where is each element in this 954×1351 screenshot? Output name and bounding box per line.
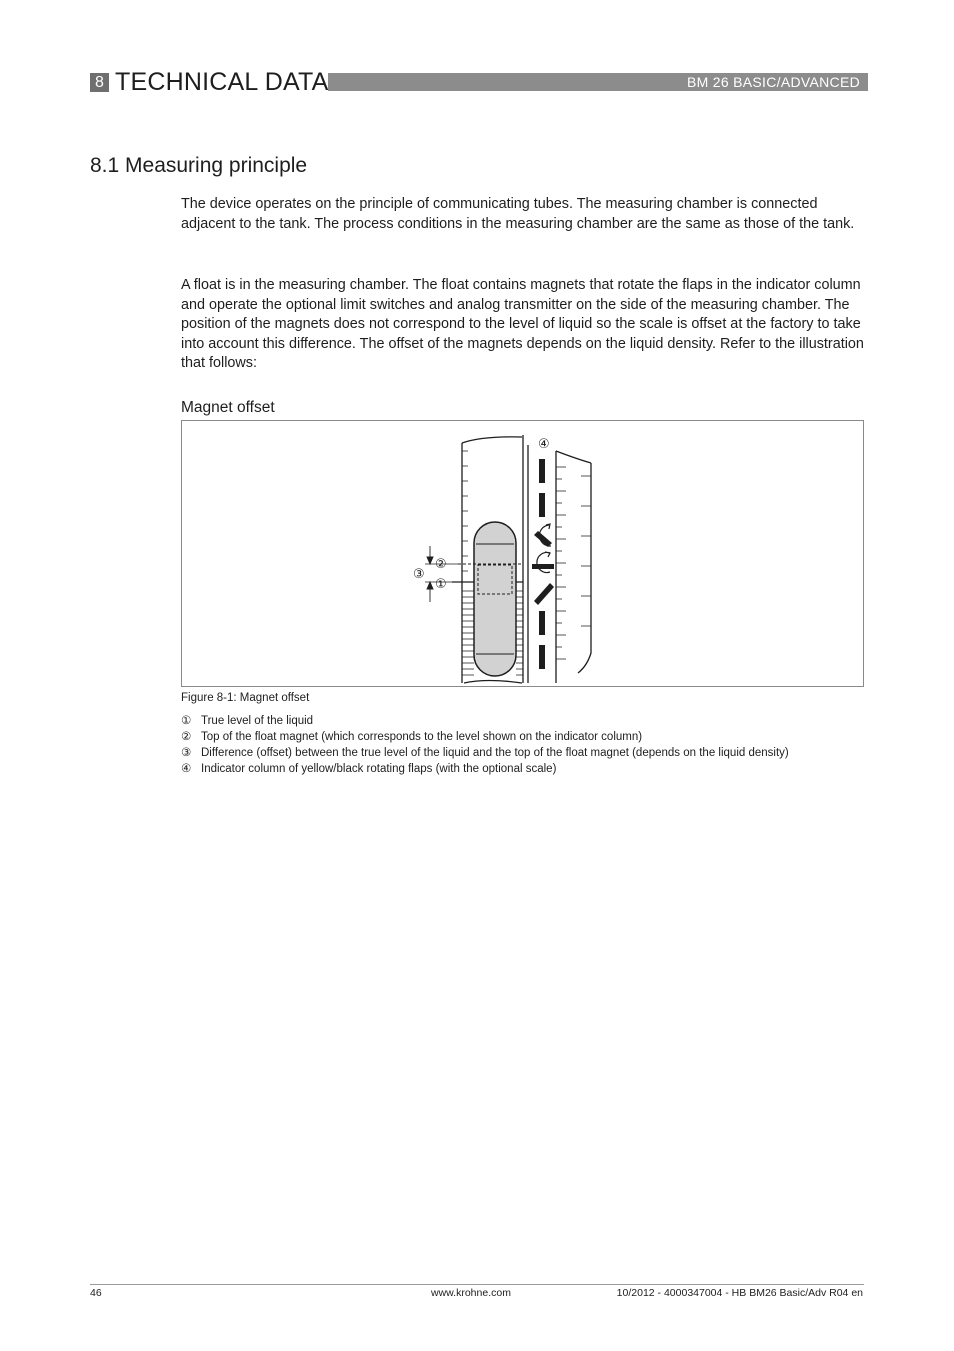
legend-text: True level of the liquid (201, 715, 314, 727)
paragraph-principle: The device operates on the principle of communicating tubes. The measuring chamber is connected adjacent to the tank. The process conditions in the measuring chamber are the same as those of the tank. (181, 196, 855, 232)
figure-caption: Figure 8-1: Magnet offset (181, 692, 310, 704)
chapter-header (90, 70, 868, 94)
legend-number: ③ (181, 747, 192, 759)
legend-number: ④ (181, 763, 192, 775)
callout-4: ④ (538, 437, 550, 452)
legend-number: ② (181, 731, 192, 743)
legend-text: Top of the float magnet (which corresponds to the level shown on the indicator column) (201, 731, 643, 743)
offset-dimension (425, 546, 458, 602)
section-title: 8.1 Measuring principle (90, 154, 308, 177)
figure-magnet-offset (181, 420, 864, 687)
chamber-bottom-edge (464, 681, 522, 684)
magnet-offset-illustration (182, 421, 863, 686)
callout-2: ② (435, 557, 447, 572)
chapter-number: 8 (90, 73, 109, 92)
wall-hatch (462, 451, 468, 571)
callout-1: ① (435, 577, 447, 592)
paragraph-float: A float is in the measuring chamber. The float contains magnets that rotate the flaps in the indicator column and operate the optional limit switches and analog transmitter on the side of the measuring chamber. The position of the magnets does not correspond to the level of liquid so the scale is offset at the factory to take into account this difference. The offset of the magnets depends on the liquid density. Refer to the illustration that follows: (181, 277, 864, 371)
legend-number: ① (181, 715, 192, 727)
legend-text: Difference (offset) between the true level of the liquid and the top of the float magnet (depends on the liquid density) (201, 747, 789, 759)
callout-3: ③ (413, 567, 425, 582)
scale-top-edge (556, 451, 591, 463)
legend-item (181, 761, 871, 777)
indicator-flaps (532, 459, 554, 669)
float (474, 522, 516, 676)
figure-legend (181, 713, 871, 777)
chamber-top-edge (462, 437, 522, 443)
figure-heading: Magnet offset (181, 399, 275, 416)
legend-item (181, 745, 871, 761)
scale-right-wall (578, 463, 591, 673)
chapter-title: TECHNICAL DATA (115, 68, 329, 96)
footer-doc-ref: 10/2012 - 4000347004 - HB BM26 Basic/Adv R04 en (616, 1287, 863, 1299)
chapter-bar (328, 73, 868, 91)
product-name: BM 26 BASIC/ADVANCED (686, 74, 860, 90)
footer-website: www.krohne.com (431, 1287, 511, 1299)
legend-text: Indicator column of yellow/black rotating flaps (with the optional scale) (201, 763, 557, 775)
legend-item (181, 713, 871, 729)
legend-item (181, 729, 871, 745)
footer-divider (90, 1284, 864, 1285)
page-number: 46 (90, 1287, 102, 1299)
scale-ticks (556, 467, 591, 659)
